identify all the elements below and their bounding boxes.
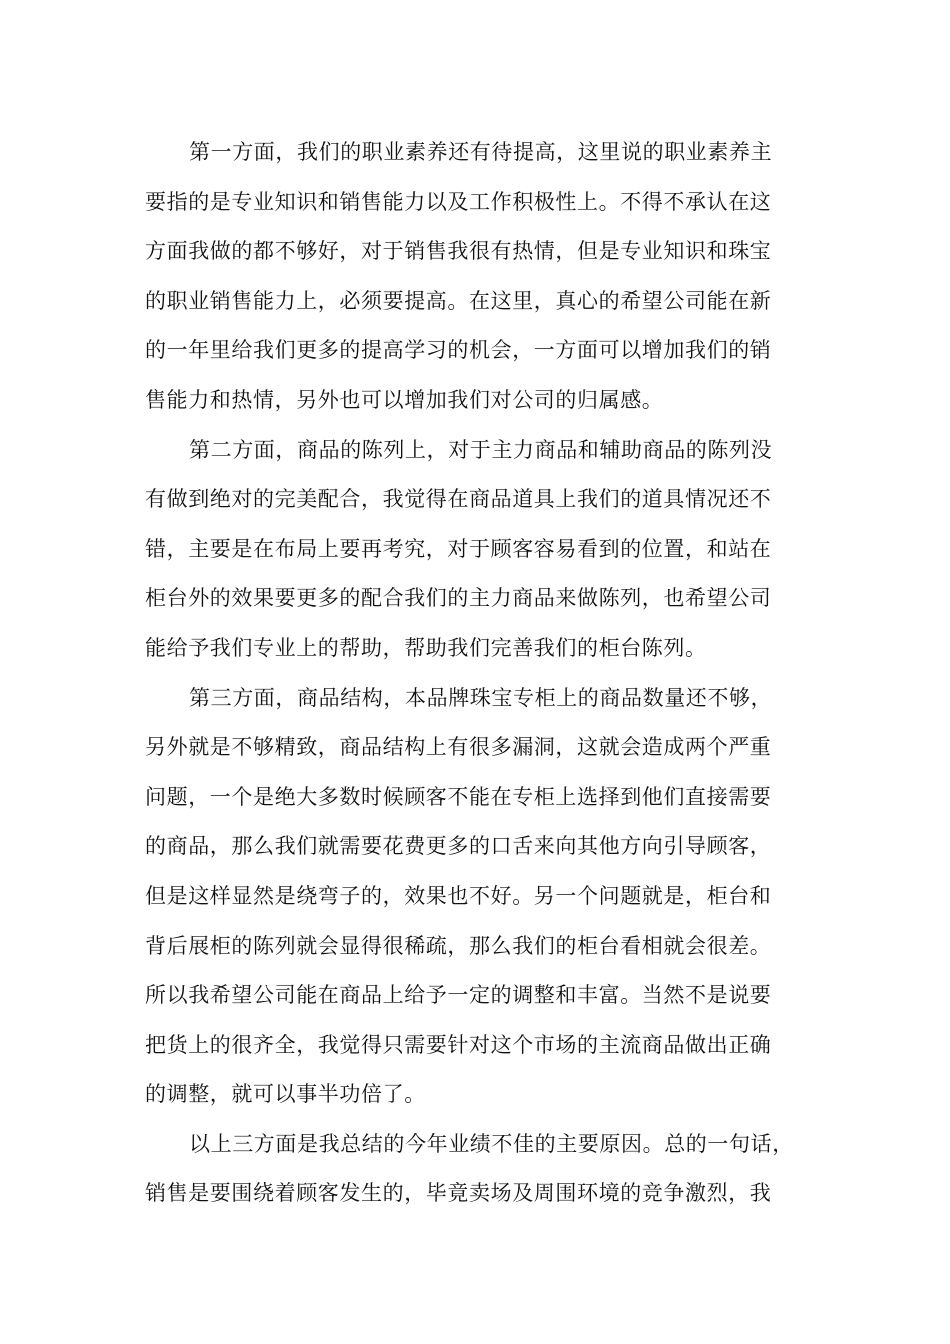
text-line: 要指的是专业知识和销售能力以及工作积极性上。不得不承认在这 (145, 189, 772, 214)
text-line: 第一方面，我们的职业素养还有待提高，这里说的职业素养主 (189, 140, 773, 164)
text-line: 问题，一个是绝大多数时候顾客不能在专柜上选择到他们直接需要 (145, 784, 772, 809)
text-line: 以上三方面是我总结的今年业绩不佳的主要原因。总的一句话， (189, 1131, 794, 1156)
text-line: 错，主要是在布局上要再考究，对于顾客容易看到的位置，和站在 (145, 536, 772, 561)
text-line: 有做到绝对的完美配合，我觉得在商品道具上我们的道具情况还不 (145, 487, 772, 512)
text-line: 的职业销售能力上，必须要提高。在这里，真心的希望公司能在新 (145, 288, 772, 313)
text-line: 但是这样显然是绕弯子的，效果也不好。另一个问题就是，柜台和 (145, 883, 772, 908)
text-line: 背后展柜的陈列就会显得很稀疏，那么我们的柜台看相就会很差。 (145, 933, 772, 958)
text-line: 柜台外的效果要更多的配合我们的主力商品来做陈列，也希望公司 (145, 586, 772, 611)
text-line: 另外就是不够精致，商品结构上有很多漏洞，这就会造成两个严重 (145, 735, 772, 760)
document-body (145, 128, 833, 1219)
text-line: 所以我希望公司能在商品上给予一定的调整和丰富。当然不是说要 (145, 983, 772, 1008)
text-line: 第二方面，商品的陈列上，对于主力商品和辅助商品的陈列没 (189, 437, 773, 462)
text-line: 能给予我们专业上的帮助，帮助我们完善我们的柜台陈列。 (145, 635, 707, 660)
text-line: 销售是要围绕着顾客发生的，毕竟卖场及周围环境的竞争激烈，我 (145, 1181, 772, 1206)
text-line: 第三方面，商品结构，本品牌珠宝专柜上的商品数量还不够， (189, 685, 773, 710)
text-line: 方面我做的都不够好，对于销售我很有热情，但是专业知识和珠宝 (145, 239, 772, 264)
text-line: 的一年里给我们更多的提高学习的机会，一方面可以增加我们的销 (145, 338, 772, 363)
text-line: 的调整，就可以事半功倍了。 (145, 1082, 426, 1107)
text-line: 把货上的很齐全，我觉得只需要针对这个市场的主流商品做出正确 (145, 1032, 772, 1057)
text-line: 售能力和热情，另外也可以增加我们对公司的归属感。 (145, 387, 664, 412)
text-line: 的商品，那么我们就需要花费更多的口舌来向其他方向引导顾客， (145, 834, 772, 859)
